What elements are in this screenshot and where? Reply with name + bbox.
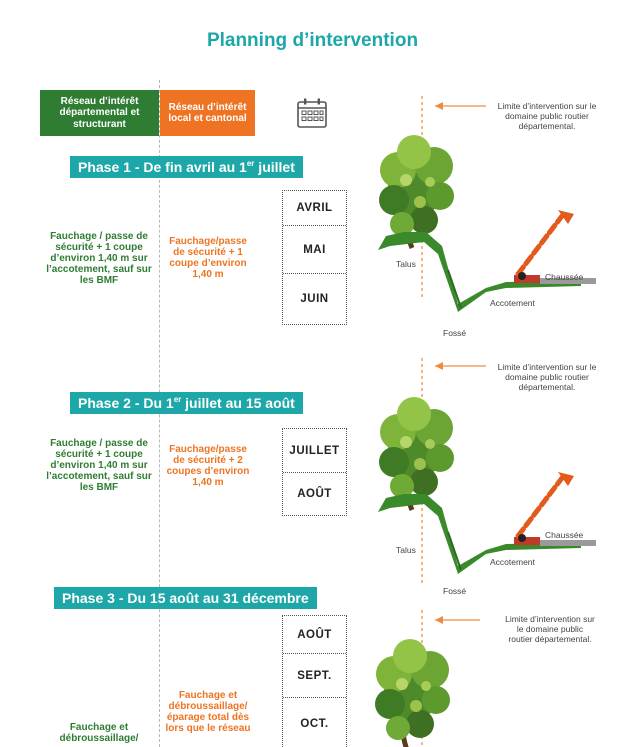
phase-2-months bbox=[282, 428, 347, 516]
phase-1-departmental-text: Fauchage / passe de sécurité + 1 coupe d’environ 1,40 m sur l’accotement, sauf sur les BMF bbox=[46, 231, 152, 286]
phase-1-local-text: Fauchage/passe de sécurité + 1 coupe d’environ 1,40 m bbox=[169, 236, 247, 280]
phase-3-departmental-text: Fauchage et débroussaillage/ bbox=[59, 722, 139, 744]
limit-label-3: Limite d’intervention sur le domaine public routier départemental. bbox=[505, 614, 595, 644]
chaussee-label-2: Chaussée bbox=[545, 530, 584, 540]
header-local-network: Réseau d’intérêt local et cantonal bbox=[160, 90, 255, 136]
talus-label-2: Talus bbox=[396, 545, 416, 555]
month-cell: JUILLET bbox=[283, 429, 346, 473]
phase-3-months bbox=[282, 615, 347, 747]
page-title: Planning d’intervention bbox=[206, 30, 419, 51]
header-departmental-network: Réseau d’intérêt départemental et structurant bbox=[40, 90, 159, 136]
limit-label-2: Limite d’intervention sur le domaine public routier départemental. bbox=[497, 362, 597, 392]
month-cell: AOÛT bbox=[297, 488, 332, 500]
phase-2-departmental-text: Fauchage / passe de sécurité + 1 coupe d’environ 1,40 m sur l’accotement, sauf sur les BMF bbox=[46, 438, 152, 493]
month-cell: AOÛT bbox=[283, 616, 346, 654]
phase-2-title: Phase 2 - Du 1er juillet au 15 août bbox=[70, 392, 303, 414]
phase-1-title: Phase 1 - De fin avril au 1er juillet bbox=[70, 156, 303, 178]
phase-3-local-text: Fauchage et débroussaillage/ éparage total dès lors que le réseau bbox=[165, 690, 251, 734]
month-cell: SEPT. bbox=[283, 654, 346, 698]
month-cell: MAI bbox=[283, 226, 346, 274]
fosse-label-1: Fossé bbox=[443, 328, 467, 338]
accotement-label-1: Accotement bbox=[490, 298, 535, 308]
talus-label-1: Talus bbox=[396, 259, 416, 269]
phase-1-months bbox=[282, 190, 347, 325]
accotement-label-2: Accotement bbox=[490, 557, 535, 567]
fosse-label-2: Fossé bbox=[443, 586, 467, 596]
phase-2-local-text: Fauchage/passe de sécurité + 2 coupes d’environ 1,40 m bbox=[166, 444, 250, 488]
chaussee-label-1: Chaussée bbox=[545, 272, 584, 282]
calendar-icon bbox=[296, 97, 328, 129]
phase-3-title: Phase 3 - Du 15 août au 31 décembre bbox=[54, 587, 317, 609]
month-cell: AVRIL bbox=[283, 191, 346, 226]
limit-label-1: Limite d’intervention sur le domaine public routier départemental. bbox=[497, 101, 597, 131]
month-cell: OCT. bbox=[300, 718, 329, 730]
month-cell: JUIN bbox=[300, 293, 329, 305]
